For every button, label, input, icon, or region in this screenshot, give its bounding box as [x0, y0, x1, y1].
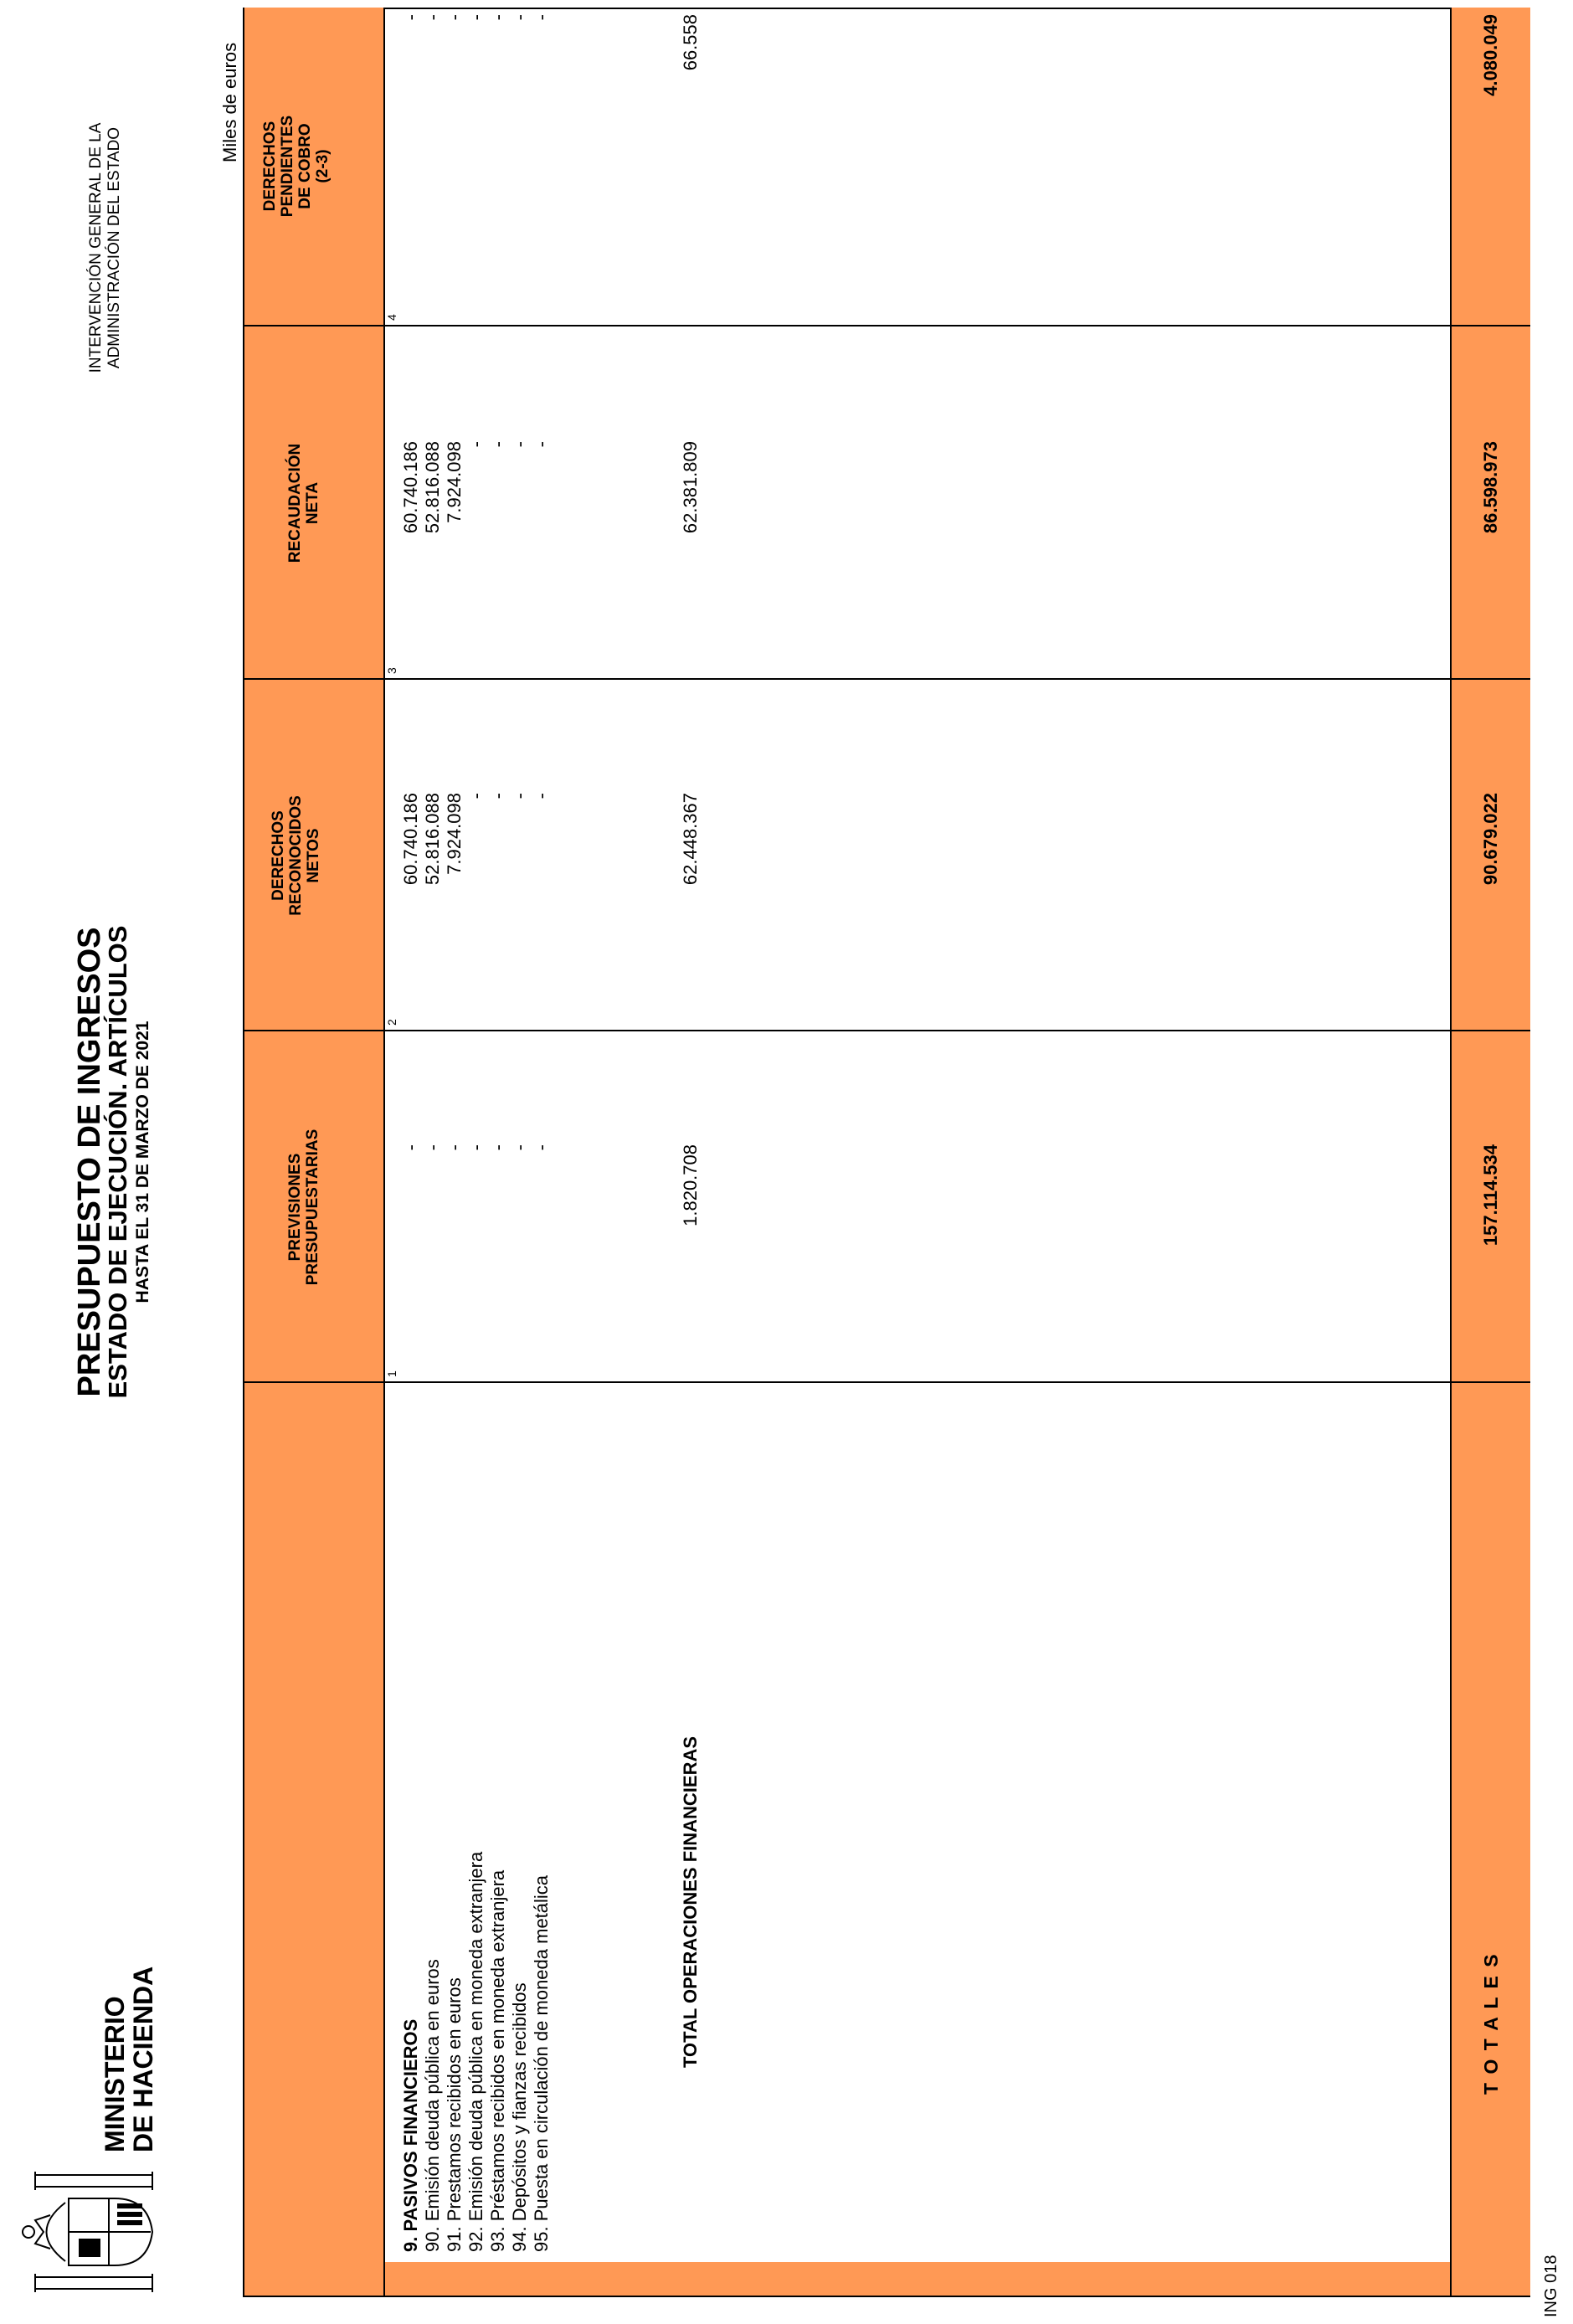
total-fin-label: TOTAL OPERACIONES FINANCIERAS: [680, 1735, 701, 2068]
col-header-previsiones: [286, 1033, 321, 1381]
row-label: 90. Emisión deuda pública en euros: [422, 1959, 443, 2252]
total-fin-cell: 62.381.809: [680, 441, 701, 534]
ministry-line-1: MINISTERIO: [100, 1996, 130, 2152]
row-label: 9. PASIVOS FINANCIEROS: [400, 2018, 421, 2252]
cell: -: [531, 793, 552, 800]
igae-line-1: INTERVENCIÓN GENERAL DE LA: [87, 122, 105, 373]
cell: -: [465, 14, 486, 21]
page-date: HASTA EL 31 DE MARZO DE 2021: [133, 1021, 152, 1303]
col-number: 3: [385, 667, 398, 674]
totals-divider: [1450, 8, 1452, 2296]
cell: -: [487, 1144, 508, 1151]
cell: 52.816.088: [422, 793, 443, 886]
cell: -: [487, 14, 508, 21]
document-code: ING 018: [1542, 2255, 1560, 2317]
cell: -: [400, 1144, 421, 1151]
col-number: 4: [385, 314, 398, 321]
ministry-line-2: DE HACIENDA: [128, 1966, 158, 2152]
row-label: 95. Puesta en circulación de moneda metálica: [531, 1874, 552, 2252]
execution-table: [243, 8, 1530, 2297]
col-header-line: NETOS: [305, 828, 322, 883]
col-header-line: PREVISIONES: [286, 1153, 304, 1262]
cell: -: [531, 441, 552, 448]
cell: -: [531, 14, 552, 21]
totals-label: T O T A L E S: [1480, 1952, 1502, 2095]
title-block: [72, 911, 153, 1413]
cell: -: [509, 441, 530, 448]
col-header-pendientes: [261, 8, 332, 325]
igae-line-2: ADMINISTRACIÓN DEL ESTADO: [105, 126, 123, 369]
col-number: 2: [385, 1019, 398, 1026]
cell: -: [465, 441, 486, 448]
col-divider-4: [244, 325, 1530, 326]
col-header-line: DE COBRO: [296, 123, 314, 209]
totals-cell: 4.080.049: [1480, 14, 1501, 96]
col-divider-1: [244, 1381, 1530, 1383]
row-label: 91. Prestamos recibidos en euros: [444, 1977, 465, 2252]
total-fin-cell: 62.448.367: [680, 793, 701, 886]
col-header-line: PRESUPUESTARIAS: [304, 1129, 321, 1286]
col-number: 1: [385, 1370, 398, 1377]
totals-cell: 157.114.534: [1480, 1144, 1501, 1247]
cell: 7.924.098: [444, 441, 465, 523]
col-header-line: DERECHOS: [270, 810, 287, 901]
row-label: 94. Depósitos y fianzas recibidos: [509, 1982, 530, 2252]
cell: 52.816.088: [422, 441, 443, 534]
col-header-line: PENDIENTES: [279, 115, 296, 218]
col-divider-2: [244, 1030, 1530, 1031]
total-fin-cell: 1.820.708: [680, 1144, 701, 1226]
cell: -: [444, 1144, 465, 1151]
ministry-name: [100, 1967, 157, 2152]
col-header-recaudacion: [286, 328, 321, 678]
col-divider-3: [244, 678, 1530, 680]
col-header-line: RECAUDACIÓN: [286, 443, 304, 563]
cell: 60.740.186: [400, 793, 421, 886]
cell: -: [400, 14, 421, 21]
col-header-line: RECONOCIDOS: [287, 795, 305, 916]
cell: -: [509, 14, 530, 21]
col-header-line: (2-3): [314, 149, 332, 183]
cell: -: [465, 793, 486, 800]
row-label: 93. Préstamos recibidos en moneda extranjera: [487, 1869, 508, 2252]
page-subtitle: ESTADO DE EJECUCIÓN. ARTÍCULOS: [103, 925, 132, 1399]
cell: -: [487, 441, 508, 448]
cell: 60.740.186: [400, 441, 421, 534]
col-header-line: DERECHOS: [261, 121, 279, 212]
cell: -: [531, 1144, 552, 1151]
cell: 7.924.098: [444, 793, 465, 875]
cell: -: [422, 14, 443, 21]
col-header-line: NETA: [304, 481, 321, 525]
row-label: 92. Emisión deuda pública en moneda extranjera: [465, 1851, 486, 2252]
total-fin-cell: 66.558: [680, 14, 701, 71]
igae-block: [87, 89, 124, 407]
cell: -: [509, 793, 530, 800]
cell: -: [509, 1144, 530, 1151]
totals-cell: 90.679.022: [1480, 793, 1501, 886]
cell: -: [444, 14, 465, 21]
cell: -: [465, 1144, 486, 1151]
left-band: [244, 2262, 1530, 2296]
units-label: Miles de euros: [219, 42, 240, 162]
cell: -: [487, 793, 508, 800]
col-header-derechos-reconocidos: [270, 681, 322, 1030]
cell: -: [422, 1144, 443, 1151]
totals-cell: 86.598.973: [1480, 441, 1501, 534]
page-title: PRESUPUESTO DE INGRESOS: [72, 927, 107, 1397]
coat-of-arms-icon: [10, 2165, 173, 2299]
header-divider: [383, 8, 385, 2296]
